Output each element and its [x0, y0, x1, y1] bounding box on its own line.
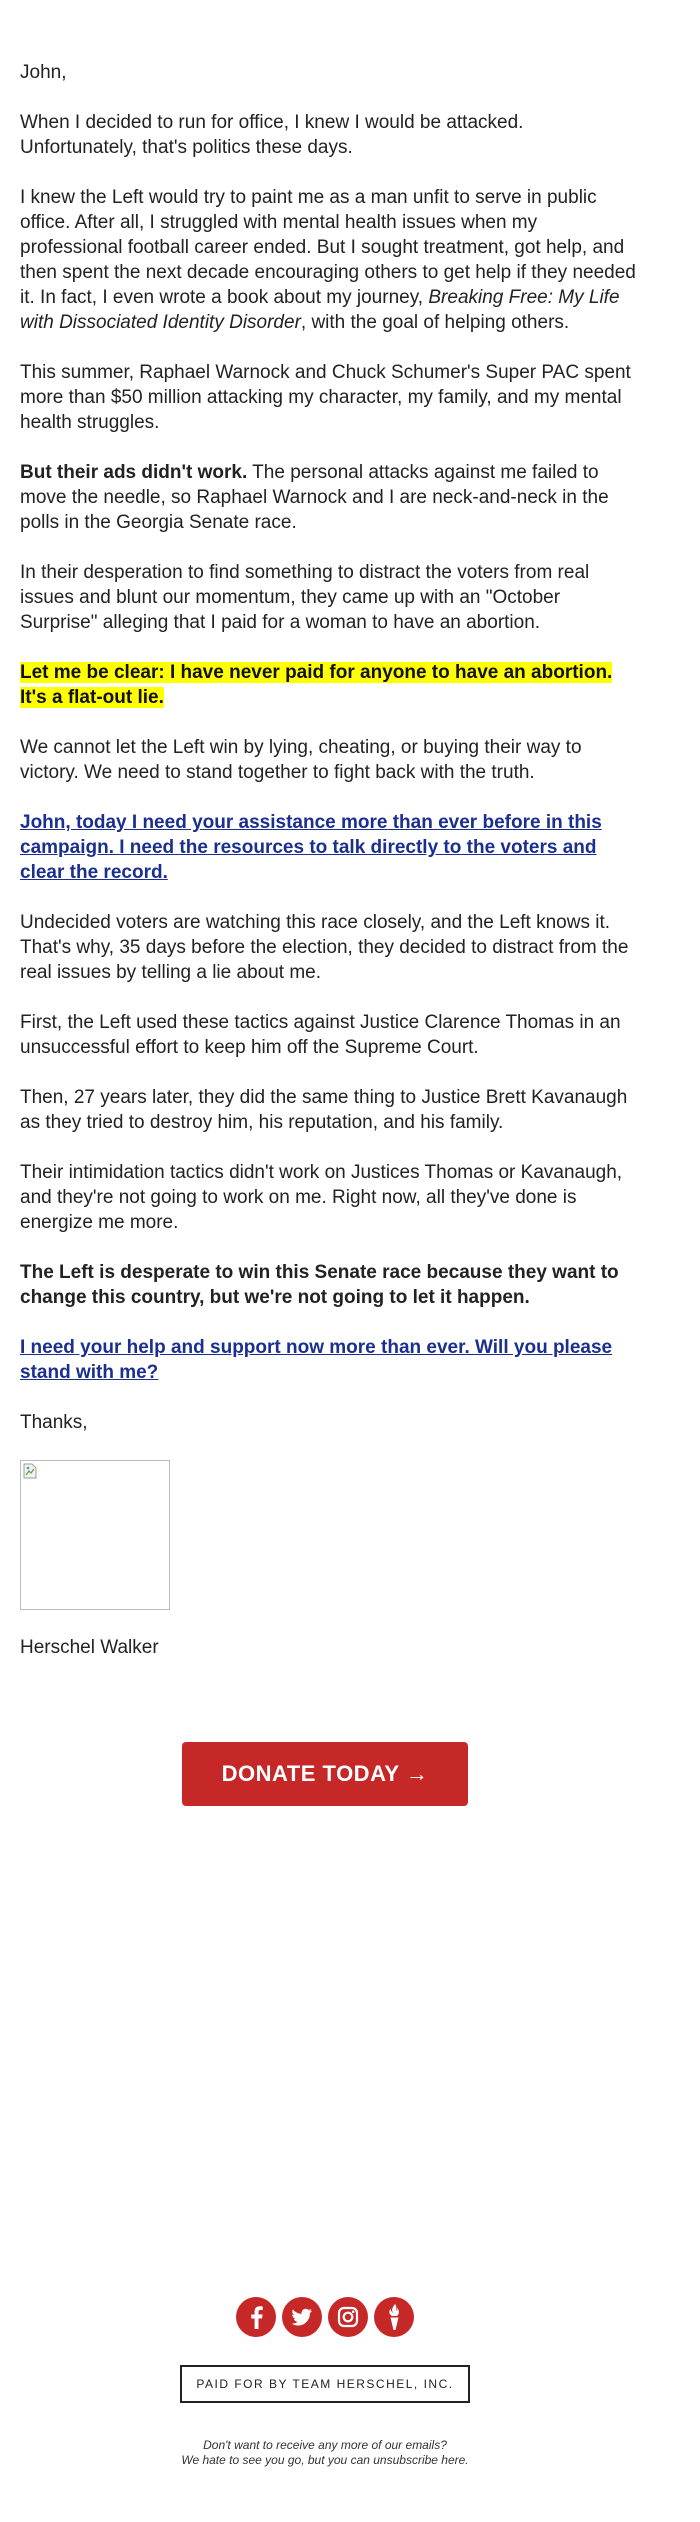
broken-image-icon — [23, 1463, 37, 1479]
paragraph-text: The personal attacks against me failed to move the needle, so Raphael Warnock and I are neck-and-neck in the polls in the Georgia Senate race. — [20, 462, 609, 533]
bold-paragraph: The Left is desperate to win this Senate race because they want to change this country, but we're not going to let it happen. — [20, 1262, 619, 1308]
thanks: Thanks, — [20, 1412, 88, 1433]
paragraph: When I decided to run for office, I knew I would be attacked. Unfortunately, that's politics these days. — [20, 112, 524, 158]
link-paragraph — [20, 1335, 640, 1385]
greeting: John, — [20, 62, 67, 83]
highlight-paragraph — [20, 660, 640, 710]
paragraph — [20, 1260, 640, 1310]
footer — [0, 2438, 650, 2468]
paragraph: First, the Left used these tactics against Justice Clarence Thomas in an unsuccessful effort to keep him off the Supreme Court. — [20, 1012, 621, 1058]
signature-name: Herschel Walker — [20, 1637, 159, 1658]
paid-for-disclaimer: PAID FOR BY TEAM HERSCHEL, INC. — [180, 2365, 470, 2403]
link-paragraph — [20, 810, 640, 885]
footer-line-1: Don't want to receive any more of our emails? — [203, 2438, 447, 2452]
paragraph: Then, 27 years later, they did the same thing to Justice Brett Kavanaugh as they tried to destroy him, his reputation, and his family. — [20, 1087, 628, 1133]
donate-button[interactable]: DONATE TODAY → — [182, 1742, 468, 1806]
twitter-icon[interactable] — [282, 2297, 322, 2337]
signature-image — [20, 1460, 170, 1610]
paragraph: In their desperation to find something to distract the voters from real issues and blunt our momentum, they came up with an "October Surprise" alleging that I paid for a woman to have an abortion. — [20, 562, 590, 633]
social-links — [0, 2297, 650, 2337]
donate-link-1[interactable]: John, today I need your assistance more than ever before in this campaign. I need the resources to talk directly to the voters and clear the record. — [20, 812, 602, 883]
paragraph-text: I knew the Left would try to paint me as a man unfit to serve in public office. After all, I struggled with mental health issues when my professional football career ended. But I sought treatment, got help, and then spent the next decade encouraging others to get help if they needed it. In fact, I even wrote a book about my journey, — [20, 187, 636, 308]
instagram-icon[interactable] — [328, 2297, 368, 2337]
paragraph: Their intimidation tactics didn't work on Justices Thomas or Kavanaugh, and they're not going to work on me. Right now, all they've done is energize me more. — [20, 1162, 623, 1233]
book-title: Breaking Free: My Life with Dissociated Identity Disorder — [20, 287, 620, 333]
paragraph — [20, 460, 640, 535]
torch-icon[interactable] — [374, 2297, 414, 2337]
facebook-icon[interactable] — [236, 2297, 276, 2337]
paragraph: We cannot let the Left win by lying, cheating, or buying their way to victory. We need to stand together to fight back with the truth. — [20, 737, 582, 783]
paragraph: This summer, Raphael Warnock and Chuck Schumer's Super PAC spent more than $50 million attacking my character, my family, and my mental health struggles. — [20, 362, 631, 433]
paragraph — [20, 185, 640, 335]
paragraph: Undecided voters are watching this race closely, and the Left knows it. That's why, 35 days before the election, they decided to distract from the real issues by telling a lie about me. — [20, 912, 629, 983]
email-body — [20, 60, 640, 1685]
bold-lead: But their ads didn't work. — [20, 462, 248, 483]
unsubscribe-link[interactable]: We hate to see you go, but you can unsubscribe here. — [181, 2453, 469, 2467]
donate-link-2[interactable]: I need your help and support now more than ever. Will you please stand with me? — [20, 1337, 613, 1383]
highlight-text: Let me be clear: I have never paid for anyone to have an abortion. It's a flat-out lie. — [20, 662, 613, 708]
donate-container — [0, 1742, 650, 1806]
paragraph-text: , with the goal of helping others. — [300, 312, 570, 333]
